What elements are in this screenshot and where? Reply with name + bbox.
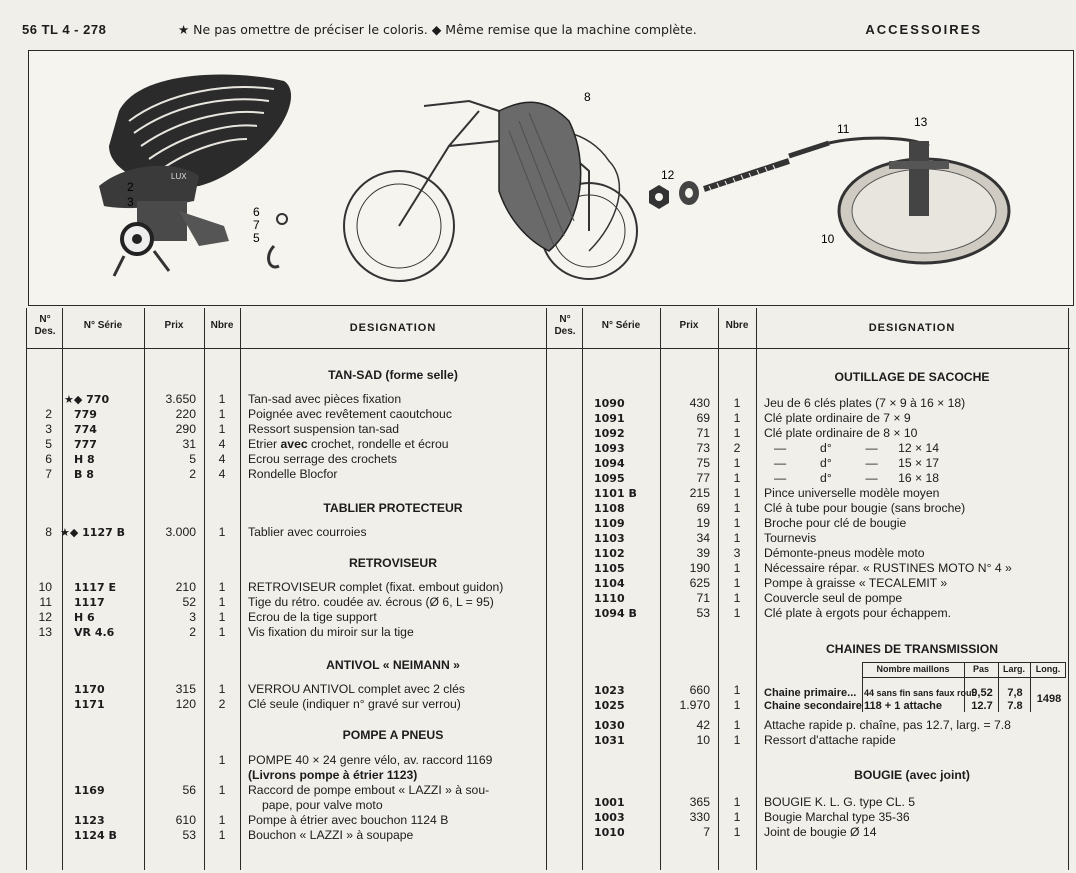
section-heading: TAN-SAD (forme selle) [328,368,458,382]
col-header-serie: N° Série [83,320,123,331]
callout-label: 10 [821,232,835,246]
callout-label: 8 [584,90,591,104]
col-header-nbre: Nbre [210,320,234,331]
callout-label: 3 [127,195,134,209]
col-header-num: N° Des. [34,314,56,337]
illustration-panel [28,50,1074,306]
col-header-nbre: Nbre [725,320,749,331]
apron-drawing [499,102,581,251]
col-header-num: N° Des. [554,314,576,337]
section-heading: BOUGIE (avec joint) [854,768,970,782]
callout-label: 12 [661,168,675,182]
parts-table-right: N° Des. N° Série Prix Nbre DESIGNATION OUTILLAGE DE SACOCHE CHAINES DE TRANSMISSION BOUGIE (avec joint) Nombre maillons Pas Larg. Long. 1090 430 1 Jeu de 6 clés plates (7 × 9 à 16 × 18) 1091 69 1 Clé plate ordinaire de 7 × 9 1092 71 1 Clé plate ordinaire de 8 × 10 1093 73 2 — d° — 12 × 14 1094 75 1 — d° — 15 × 17 1095 77 1 — d° — 16 × 18 1101 B 215 1 Pince universelle modèle moyen 1108 69 1 Clé à tube pour bougie (sans broche) 1109 19 1 Broche pour clé de bougie 1103 34 1 Tournevis 1102 39 3 Démonte-pneus modèle moto 1105 190 1 Nécessaire répar. « RUSTINES MOTO N° 4 » 1104 625 1 Pompe à graisse « TECALEMIT » 1110 71 1 Couvercle seul de pompe 1094 B 53 1 Clé plate à ergots pour échappem. 1023 660 1 Chaine primaire... 44 sans fin sans faux roul. 1025 1.970 1 Chaine secondaire 118 + 1 attache 9,52 7,8 1498 12.7 7.8 1030 42 1 Attache rapide p. chaîne, pas 12.7, larg. = 7.8 1031 10 1 Ressort d'attache rapide 1001 365 1 BOUGIE K. L. G. type CL. 5 1003 330 1 Bougie Marchal type 35-36 1010 7 1 Joint de bougie Ø 14 [546,308,1070,870]
col-header-designation: DESIGNATION [868,322,956,334]
col-header-prix: Prix [679,320,699,331]
callout-label: 5 [253,231,260,245]
motorcycle-drawing [344,101,637,281]
section-heading: POMPE A PNEUS [342,728,444,742]
callout-label: 13 [914,115,928,129]
accessories-illustration [29,51,1075,307]
callout-label: 7 [253,218,260,232]
section-title: ACCESSOIRES [865,22,982,37]
parts-table-left: N° Des. N° Série Prix Nbre DESIGNATION TAN-SAD (forme selle) TABLIER PROTECTEUR RETROVISEUR ANTIVOL « NEIMANN » POMPE A PNEUS ★◆ 770 3.650 1 Tan-sad avec pièces fixation 2 779 220 1 Poignée avec revêtement caoutchouc 3 774 290 1 Ressort suspension tan-sad 5 777 31 4 Etrier avec crochet, rondelle et écrou 6 H 8 5 4 Ecrou serrage des crochets 7 B 8 2 4 Rondelle Blocfor 8 ★◆ 1127 B 3.000 1 Tablier avec courroies 10 1117 E 210 1 RETROVISEUR complet (fixat. embout guidon) 11 1117 52 1 Tige du rétro. coudée av. écrous (Ø 6, L = 95) 12 H 6 3 1 Ecrou de la tige support 13 VR 4.6 2 1 Vis fixation du miroir sur la tige 1170 315 1 VERROU ANTIVOL complet avec 2 clés 1171 120 2 Clé seule (indiquer n° gravé sur verrou) 1 POMPE 40 × 24 genre vélo, av. raccord 1169 (Livrons pompe à étrier 1123) 1169 56 1 Raccord de pompe embout « LAZZI » à sou- pape, pour valve moto 1123 610 1 Pompe à étrier avec bouchon 1124 B 1124 B 53 1 Bouchon « LAZZI » à soupape [26,308,546,870]
page-reference: 56 TL 4 - 278 [22,22,107,37]
header-note: ★ Ne pas omettre de préciser le coloris. ◆ Même remise que la machine complète. [178,22,697,37]
callout-label: 6 [253,205,260,219]
callout-label: 11 [837,122,850,136]
callout-label: 2 [127,180,134,194]
col-header-prix: Prix [164,320,184,331]
section-heading: CHAINES DE TRANSMISSION [826,642,998,656]
col-header-serie: N° Série [601,320,641,331]
section-heading: ANTIVOL « NEIMANN » [326,658,460,672]
saddle-drawing [99,75,291,276]
col-header-designation: DESIGNATION [349,322,437,334]
section-heading: TABLIER PROTECTEUR [323,501,463,515]
page-header [0,22,1076,42]
saddle-brand-label: LUX [171,172,187,181]
section-heading: RETROVISEUR [348,556,438,570]
section-heading: OUTILLAGE DE SACOCHE [834,370,990,384]
chain-spec-table: Nombre maillons Pas Larg. Long. [862,662,1066,712]
